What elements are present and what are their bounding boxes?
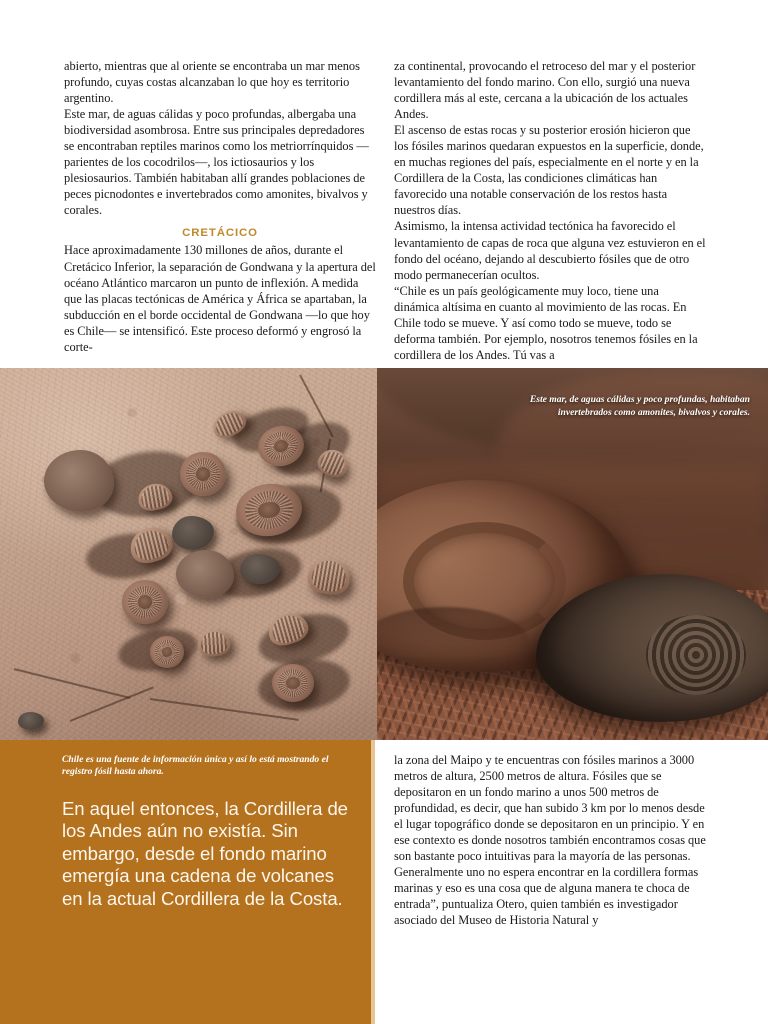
top-right-column bbox=[394, 58, 706, 363]
paragraph: la zona del Maipo y te encuentras con fósiles marinos a 3000 metros de altura, 2500 metros de altura. Fósiles que se depositaron en un fondo marino a unos 500 metros de profundidad, es decir, que han subido 3 km por lo menos desde el lugar topográfico donde se depositaron en un principio. Y en ese contexto es donde nosotros también encontramos cosas que son bastante poco intuitivas para la mayoría de las personas. Generalmente uno no espera encontrar en la cordillera formas marinas y eso es una cosa que de alguna manera te choca de entrada”, puntualiza Otero, quien también es investigador asociado del Museo de Historia Natural y bbox=[394, 753, 706, 928]
paragraph: za continental, provocando el retroceso del mar y el posterior levantamiento del fondo marino. Con ello, surgió una nueva cordillera más al este, cercana a la ubicación de los actuales Andes. bbox=[394, 59, 696, 122]
paragraph: “Chile es un país geológicamente muy loco, tiene una dinámica altísima en cuanto al movimiento de las rocas. En Chile todo se mueve. Y así como todo se mueve, todo se deforma también. Por ejemplo, nosotros tenemos fósiles en la cordillera de los Andes. Tú vas a bbox=[394, 283, 698, 362]
right-photo-ammonite-field bbox=[377, 368, 768, 740]
fossil-nodule bbox=[44, 450, 114, 512]
pull-quote: En aquel entonces, la Cordillera de los Andes aún no existía. Sin embargo, desde el fondo marino emergía una cadena de volcanes en la actual Cordillera de la Costa. bbox=[62, 798, 348, 909]
left-photo-ammonite-bed bbox=[0, 368, 377, 740]
paragraph: Hace aproximadamente 130 millones de años, durante el Cretácico Inferior, la separación de Gondwana y la apertura del océano Atlántico marcaron un punto de inflexión. A medida que las placas tectónicas de América y África se apartaban, la subducción en el borde occidental de Gondwana —lo que hoy es Chile— se intensificó. Este proceso deformó y engrosó la corte- bbox=[64, 243, 376, 354]
ammonite-spiral bbox=[646, 615, 746, 695]
orange-quote-panel bbox=[0, 740, 371, 1024]
top-left-column bbox=[64, 58, 376, 355]
top-text-columns bbox=[0, 0, 768, 368]
fossil-ammonite bbox=[122, 580, 168, 624]
left-photo-caption: Chile es una fuente de información única y así lo está mostrando el registro fósil hasta ahora. bbox=[62, 754, 329, 778]
right-photo-caption: Este mar, de aguas cálidas y poco profundas, habitaban invertebrados como amonites, bivalvos y corales. bbox=[529, 394, 750, 418]
paragraph: abierto, mientras que al oriente se encontraba un mar menos profundo, cuyas costas alcanzaban lo que hoy es territorio argentino. bbox=[64, 59, 360, 106]
bottom-right-column bbox=[394, 752, 706, 929]
paragraph: El ascenso de estas rocas y su posterior erosión hicieron que los fósiles marinos quedaran expuestos en la superficie, donde, en muchas regiones del país, especialmente en el norte y en la Cordillera de la Costa, las condiciones climáticas han favorecido una notable conservación de los restos hasta nuestros días. bbox=[394, 123, 704, 218]
fossil-nodule bbox=[176, 550, 234, 598]
fossil-ammonite bbox=[150, 636, 184, 668]
fossil-ammonite bbox=[272, 664, 314, 702]
section-heading-cretacico: CRETÁCICO bbox=[182, 227, 258, 240]
paragraph: Asimismo, la intensa actividad tectónica ha favorecido el levantamiento de capas de roca que alguna vez estuvieron en el fondo del océano, dejando al descubierto fósiles que de otro modo permanecerían ocultos. bbox=[394, 219, 706, 282]
panel-right-edge-strip bbox=[371, 740, 375, 1024]
photo-band bbox=[0, 368, 768, 740]
paragraph: Este mar, de aguas cálidas y poco profundas, albergaba una biodiversidad asombrosa. Entre sus principales depredadores se encontraban reptiles marinos como los metriorrínquidos —parientes de los cocodrilos—, los ictiosaurios y los plesiosaurios. También habitaban allí grandes poblaciones de peces picnodontes e invertebrados como amonites, bivalvos y corales. bbox=[64, 107, 369, 218]
fossil-ammonite bbox=[180, 452, 226, 496]
